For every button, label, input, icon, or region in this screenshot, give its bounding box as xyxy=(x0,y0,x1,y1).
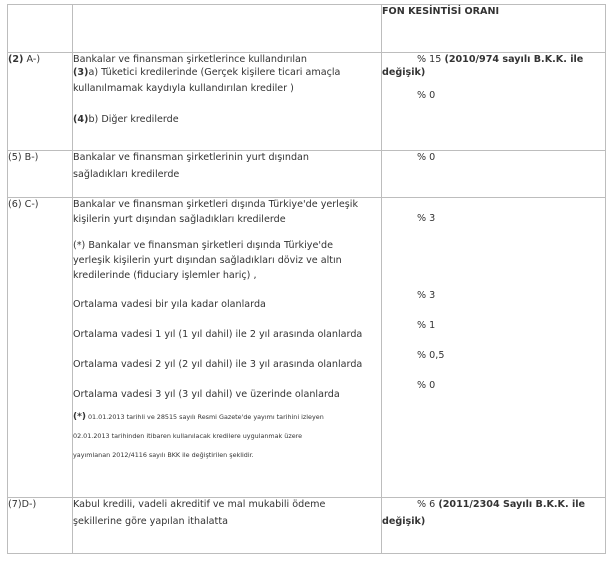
rate-percent: % 6 xyxy=(417,499,439,510)
rate-value: % 1 xyxy=(417,320,436,331)
description-text: b) Diğer kredilerde xyxy=(88,114,179,125)
rate-decree-note: (2011/2304 Sayılı B.K.K. ile xyxy=(438,499,586,510)
rate-decree-note: değişik) xyxy=(382,67,426,78)
footnote-ref: (3) xyxy=(73,67,89,78)
description-line: şekillerine göre yapılan ithalatta xyxy=(73,516,228,527)
description-line: yerleşik kişilerin yurt dışından sağladıkları döviz ve altın xyxy=(73,255,342,266)
description-line xyxy=(73,66,381,79)
row-description-cell xyxy=(73,198,382,498)
description-line: kullanılmamak kaydıyla kullandırılan krediler ) xyxy=(73,83,294,94)
row-code-cell xyxy=(8,53,73,151)
row-rate-cell xyxy=(382,151,606,198)
description-line: kredilerinde (fiduciary işlemler hariç) , xyxy=(73,270,257,281)
row-code-cell: (7)D-) xyxy=(8,498,73,554)
header-fon-kesintisi-orani: FON KESİNTİSİ ORANI xyxy=(382,5,606,53)
table-row xyxy=(8,198,606,498)
footnote-line: 02.01.2013 tarihinden itibaren kullanılacak kredilere uygulanmak üzere xyxy=(73,432,303,440)
row-description-cell xyxy=(73,53,382,151)
footnote-line xyxy=(73,408,381,427)
table-row xyxy=(8,53,606,151)
description-line: Ortalama vadesi bir yıla kadar olanlarda xyxy=(73,299,266,310)
rate-decree-note: değişik) xyxy=(382,516,426,527)
footnote-line: yayımlanan 2012/4116 sayılı BKK ile değiştirilen şeklidir. xyxy=(73,451,254,459)
table-row xyxy=(8,498,606,554)
description-line: Bankalar ve finansman şirketleri dışında Türkiye'de yerleşik xyxy=(73,199,359,210)
rate-percent: % 15 xyxy=(417,54,445,65)
description-line: Ortalama vadesi 1 yıl (1 yıl dahil) ile 2 yıl arasında olanlarda xyxy=(73,329,363,340)
rate-value: % 3 xyxy=(417,290,436,301)
row-code-letter: A-) xyxy=(23,54,41,65)
header-cell-empty-1 xyxy=(8,5,73,53)
rate-decree-note: (2010/974 sayılı B.K.K. ile xyxy=(444,54,584,65)
rate-value xyxy=(382,53,605,66)
description-line: Bankalar ve finansman şirketlerince kullandırılan xyxy=(73,54,308,65)
footnote-text: 01.01.2013 tarihli ve 28515 sayılı Resmi Gazete'de yayımı tarihini izleyen xyxy=(85,413,324,421)
rate-value xyxy=(382,498,605,511)
rate-value: % 0 xyxy=(417,90,436,101)
row-code-number: (2) xyxy=(8,54,24,65)
description-line: kişilerin yurt dışından sağladıkları kredilerde xyxy=(73,214,286,225)
row-rate-cell xyxy=(382,498,606,554)
rate-value: % 0 xyxy=(417,380,436,391)
table-header-row xyxy=(8,5,606,53)
footnote-ref: (4) xyxy=(73,114,89,125)
description-line: Ortalama vadesi 2 yıl (2 yıl dahil) ile 3 yıl arasında olanlarda xyxy=(73,359,363,370)
description-line: Bankalar ve finansman şirketlerinin yurt dışından xyxy=(73,152,310,163)
row-code-cell: (5) B-) xyxy=(8,151,73,198)
rate-value: % 0,5 xyxy=(417,350,445,361)
fund-deduction-table xyxy=(7,4,606,554)
table-row xyxy=(8,151,606,198)
description-line: Kabul kredili, vadeli akreditif ve mal mukabili ödeme xyxy=(73,499,326,510)
rate-value: % 3 xyxy=(417,213,436,224)
description-line: sağladıkları kredilerde xyxy=(73,169,180,180)
rate-value: % 0 xyxy=(417,152,436,163)
row-rate-cell xyxy=(382,198,606,498)
row-code-cell: (6) C-) xyxy=(8,198,73,498)
description-line: (*) Bankalar ve finansman şirketleri dışında Türkiye'de xyxy=(73,240,333,251)
row-rate-cell xyxy=(382,53,606,151)
description-line xyxy=(73,113,381,126)
header-cell-empty-2 xyxy=(73,5,382,53)
row-description-cell xyxy=(73,498,382,554)
footnote-ref: (*) xyxy=(73,412,86,422)
description-text: a) Tüketici kredilerinde (Gerçek kişilere ticari amaçla xyxy=(88,67,341,78)
row-description-cell xyxy=(73,151,382,198)
description-line: Ortalama vadesi 3 yıl (3 yıl dahil) ve üzerinde olanlarda xyxy=(73,389,340,400)
